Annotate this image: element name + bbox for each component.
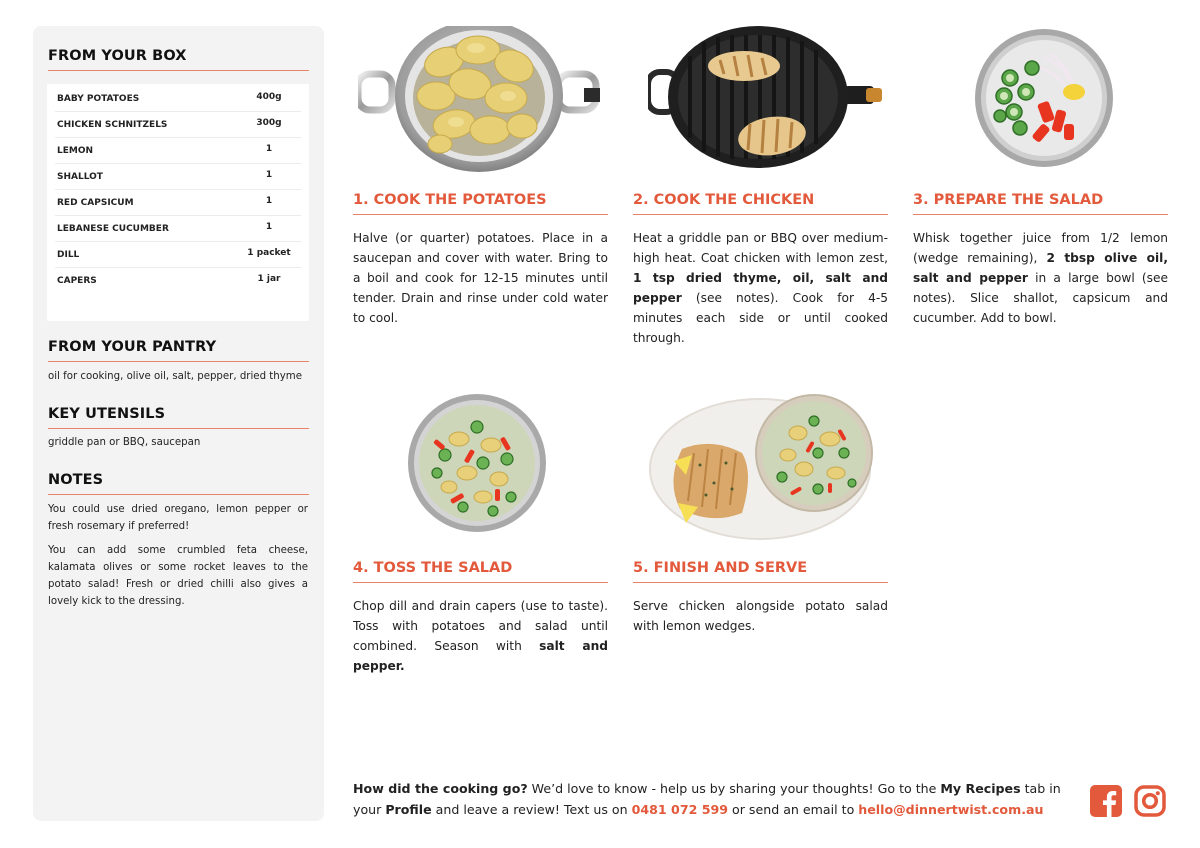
utensils-text: griddle pan or BBQ, saucepan	[48, 437, 201, 448]
bold-ingredient-text: 1 tsp dried thyme, oil, salt and pepper	[633, 271, 888, 305]
instruction-text: Serve chicken alongside potato salad with lemon wedges.	[633, 599, 888, 633]
contact-link[interactable]: hello@dinnertwist.com.au	[858, 802, 1044, 817]
instruction-text: Chop dill and drain capers (use to taste). Toss with potatoes and salad until combined. Season with	[353, 599, 608, 653]
ingredients-sidebar	[33, 26, 324, 821]
ingredient-name: RED CAPSICUM	[57, 198, 134, 208]
bold-ingredient-text: salt and pepper.	[353, 639, 608, 673]
step-2-text	[633, 228, 888, 348]
footer-text: How did the cooking go?	[353, 781, 528, 796]
ingredient-row	[55, 86, 301, 112]
feedback-footer	[353, 778, 1075, 820]
pantry-heading: FROM YOUR PANTRY	[48, 339, 309, 362]
step-5-text	[633, 596, 888, 636]
ingredient-qty: 400g	[256, 92, 282, 102]
facebook-icon[interactable]	[1090, 785, 1122, 817]
instruction-text: Heat a griddle pan or BBQ over medium-high heat. Coat chicken with lemon zest,	[633, 231, 888, 265]
ingredient-name: LEBANESE CUCUMBER	[57, 224, 169, 234]
step-1-text	[353, 228, 608, 328]
ingredient-name: LEMON	[57, 146, 94, 156]
plated-dish-image	[648, 391, 874, 541]
potatoes-pot-image	[358, 26, 602, 172]
chicken-griddle-image	[648, 26, 884, 168]
note-2: You can add some crumbled feta cheese, kalamata olives or some rocket leaves to the potato salad! Fresh or dried chilli also gives a lovely kick to the dressing.	[48, 545, 308, 607]
footer-text: tab in your	[353, 781, 1061, 817]
instruction-text: in a large bowl (see notes). Slice shallot, capsicum and cucumber. Add to bowl.	[913, 271, 1168, 325]
footer-text: and leave a review! Text us on	[431, 802, 632, 817]
bold-ingredient-text: 2 tbsp olive oil, salt and pepper	[913, 251, 1168, 285]
step-4-text	[353, 596, 608, 676]
instruction-text: Whisk together juice from 1/2 lemon (wedge remaining),	[913, 231, 1168, 265]
ingredient-row	[55, 164, 301, 190]
ingredient-row	[55, 242, 301, 268]
utensils-heading: KEY UTENSILS	[48, 406, 309, 429]
ingredient-row	[55, 216, 301, 242]
footer-text: We’d love to know - help us by sharing your thoughts! Go to the	[527, 781, 941, 796]
ingredient-name: DILL	[57, 250, 80, 260]
ingredient-name: SHALLOT	[57, 172, 103, 182]
instruction-text: Halve (or quarter) potatoes. Place in a saucepan and cover with water. Bring to a boil and cook for 12-15 minutes until tender. Drain and rinse under cold water to cool.	[353, 231, 608, 325]
instruction-text: (see notes). Cook for 4-5 minutes each side or until cooked through.	[633, 291, 888, 345]
ingredient-name: CAPERS	[57, 276, 97, 286]
ingredient-qty: 1 jar	[257, 274, 281, 284]
ingredient-name: CHICKEN SCHNITZELS	[57, 120, 168, 130]
step-3-title: 3. PREPARE THE SALAD	[913, 192, 1168, 215]
step-5-title: 5. FINISH AND SERVE	[633, 560, 888, 583]
ingredient-row	[55, 268, 301, 294]
ingredient-qty: 1	[265, 144, 273, 154]
notes-heading: NOTES	[48, 472, 309, 495]
step-3-text	[913, 228, 1168, 328]
step-4-title: 4. TOSS THE SALAD	[353, 560, 608, 583]
step-1-title: 1. COOK THE POTATOES	[353, 192, 608, 215]
step-2-title: 2. COOK THE CHICKEN	[633, 192, 888, 215]
ingredient-qty: 1 packet	[247, 248, 291, 258]
footer-text: or send an email to	[728, 802, 859, 817]
salad-bowl-image	[974, 28, 1114, 168]
from-your-box-heading: FROM YOUR BOX	[48, 48, 309, 71]
ingredient-row	[55, 138, 301, 164]
ingredient-list	[47, 84, 309, 321]
note-1: You could use dried oregano, lemon pepper or fresh rosemary if preferred!	[48, 504, 308, 532]
ingredient-qty: 1	[265, 196, 273, 206]
ingredient-name: BABY POTATOES	[57, 94, 140, 104]
pantry-text: oil for cooking, olive oil, salt, pepper, dried thyme	[48, 371, 302, 382]
ingredient-qty: 1	[265, 222, 273, 232]
footer-text: My Recipes	[940, 781, 1021, 796]
footer-text: Profile	[385, 802, 432, 817]
ingredient-row	[55, 112, 301, 138]
ingredient-row	[55, 190, 301, 216]
tossed-salad-image	[407, 393, 547, 533]
instagram-icon[interactable]	[1134, 785, 1166, 817]
contact-link[interactable]: 0481 072 599	[631, 802, 729, 817]
ingredient-qty: 300g	[256, 118, 282, 128]
ingredient-qty: 1	[265, 170, 273, 180]
